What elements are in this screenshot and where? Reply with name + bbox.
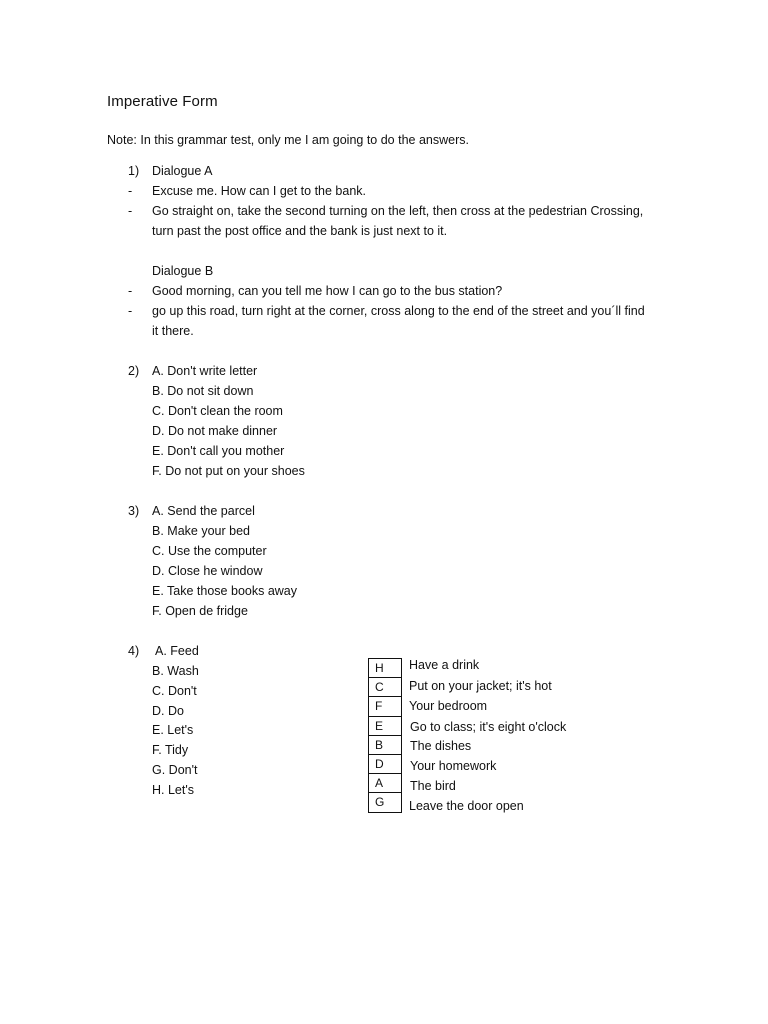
list-item: H. Let's xyxy=(152,783,194,797)
dash-bullet: - xyxy=(128,284,133,298)
answer-letter-cell: G xyxy=(369,793,401,812)
dialogue-a-line-2-cont: turn past the post office and the bank is just next to it. xyxy=(152,224,448,238)
match-phrase: Your bedroom xyxy=(409,699,488,713)
page-title: Imperative Form xyxy=(107,93,218,110)
list-item: A. Don't write letter xyxy=(152,364,258,378)
dialogue-a-line-1: Excuse me. How can I get to the bank. xyxy=(152,184,367,198)
list-item: B. Wash xyxy=(152,664,199,678)
question-number-1: 1) xyxy=(128,164,140,178)
answer-letter-cell: F xyxy=(369,697,401,716)
list-item: F. Open de fridge xyxy=(152,604,248,618)
match-phrase: The dishes xyxy=(410,739,472,753)
match-phrase: Put on your jacket; it's hot xyxy=(409,679,552,693)
note-text: Note: In this grammar test, only me I am going to do the answers. xyxy=(107,133,469,147)
list-item: E. Don't call you mother xyxy=(152,444,285,458)
list-item: F. Tidy xyxy=(152,743,189,757)
list-item: D. Do xyxy=(152,704,184,718)
list-item: C. Don't clean the room xyxy=(152,404,283,418)
answer-letter-column xyxy=(368,658,402,813)
list-item: F. Do not put on your shoes xyxy=(152,464,305,478)
answer-letter-cell: C xyxy=(369,678,401,697)
dialogue-b-line-2-cont: it there. xyxy=(152,324,194,338)
answer-letter-cell: E xyxy=(369,717,401,736)
dialogue-a-label: Dialogue A xyxy=(152,164,213,178)
match-phrase: Have a drink xyxy=(409,658,480,672)
dialogue-b-line-2: go up this road, turn right at the corner, cross along to the end of the street and you´ll find xyxy=(152,304,645,318)
list-item: C. Use the computer xyxy=(152,544,267,558)
list-item: G. Don't xyxy=(152,763,198,777)
list-item: D. Do not make dinner xyxy=(152,424,278,438)
list-item: A. Send the parcel xyxy=(152,504,255,518)
dialogue-b-label: Dialogue B xyxy=(152,264,214,278)
answer-letter-cell: B xyxy=(369,736,401,755)
list-item: B. Do not sit down xyxy=(152,384,254,398)
question-number-2: 2) xyxy=(128,364,140,378)
list-item: C. Don't xyxy=(152,684,197,698)
question-number-4: 4) xyxy=(128,644,140,658)
list-item: A. Feed xyxy=(155,644,199,658)
list-item: B. Make your bed xyxy=(152,524,250,538)
dialogue-a-line-2: Go straight on, take the second turning on the left, then cross at the pedestrian Crossing, xyxy=(152,204,644,218)
match-phrase: Leave the door open xyxy=(409,799,524,813)
match-phrase: Your homework xyxy=(410,759,497,773)
answer-letter-cell: A xyxy=(369,774,401,793)
match-phrase: Go to class; it's eight o'clock xyxy=(410,720,567,734)
list-item: E. Take those books away xyxy=(152,584,297,598)
dash-bullet: - xyxy=(128,304,133,318)
dialogue-b-line-1: Good morning, can you tell me how I can go to the bus station? xyxy=(152,284,503,298)
match-phrase: The bird xyxy=(410,779,456,793)
dash-bullet: - xyxy=(128,204,133,218)
question-number-3: 3) xyxy=(128,504,140,518)
list-item: D. Close he window xyxy=(152,564,263,578)
dash-bullet: - xyxy=(128,184,133,198)
answer-letter-cell: H xyxy=(369,659,401,678)
answer-letter-cell: D xyxy=(369,755,401,774)
list-item: E. Let's xyxy=(152,723,194,737)
